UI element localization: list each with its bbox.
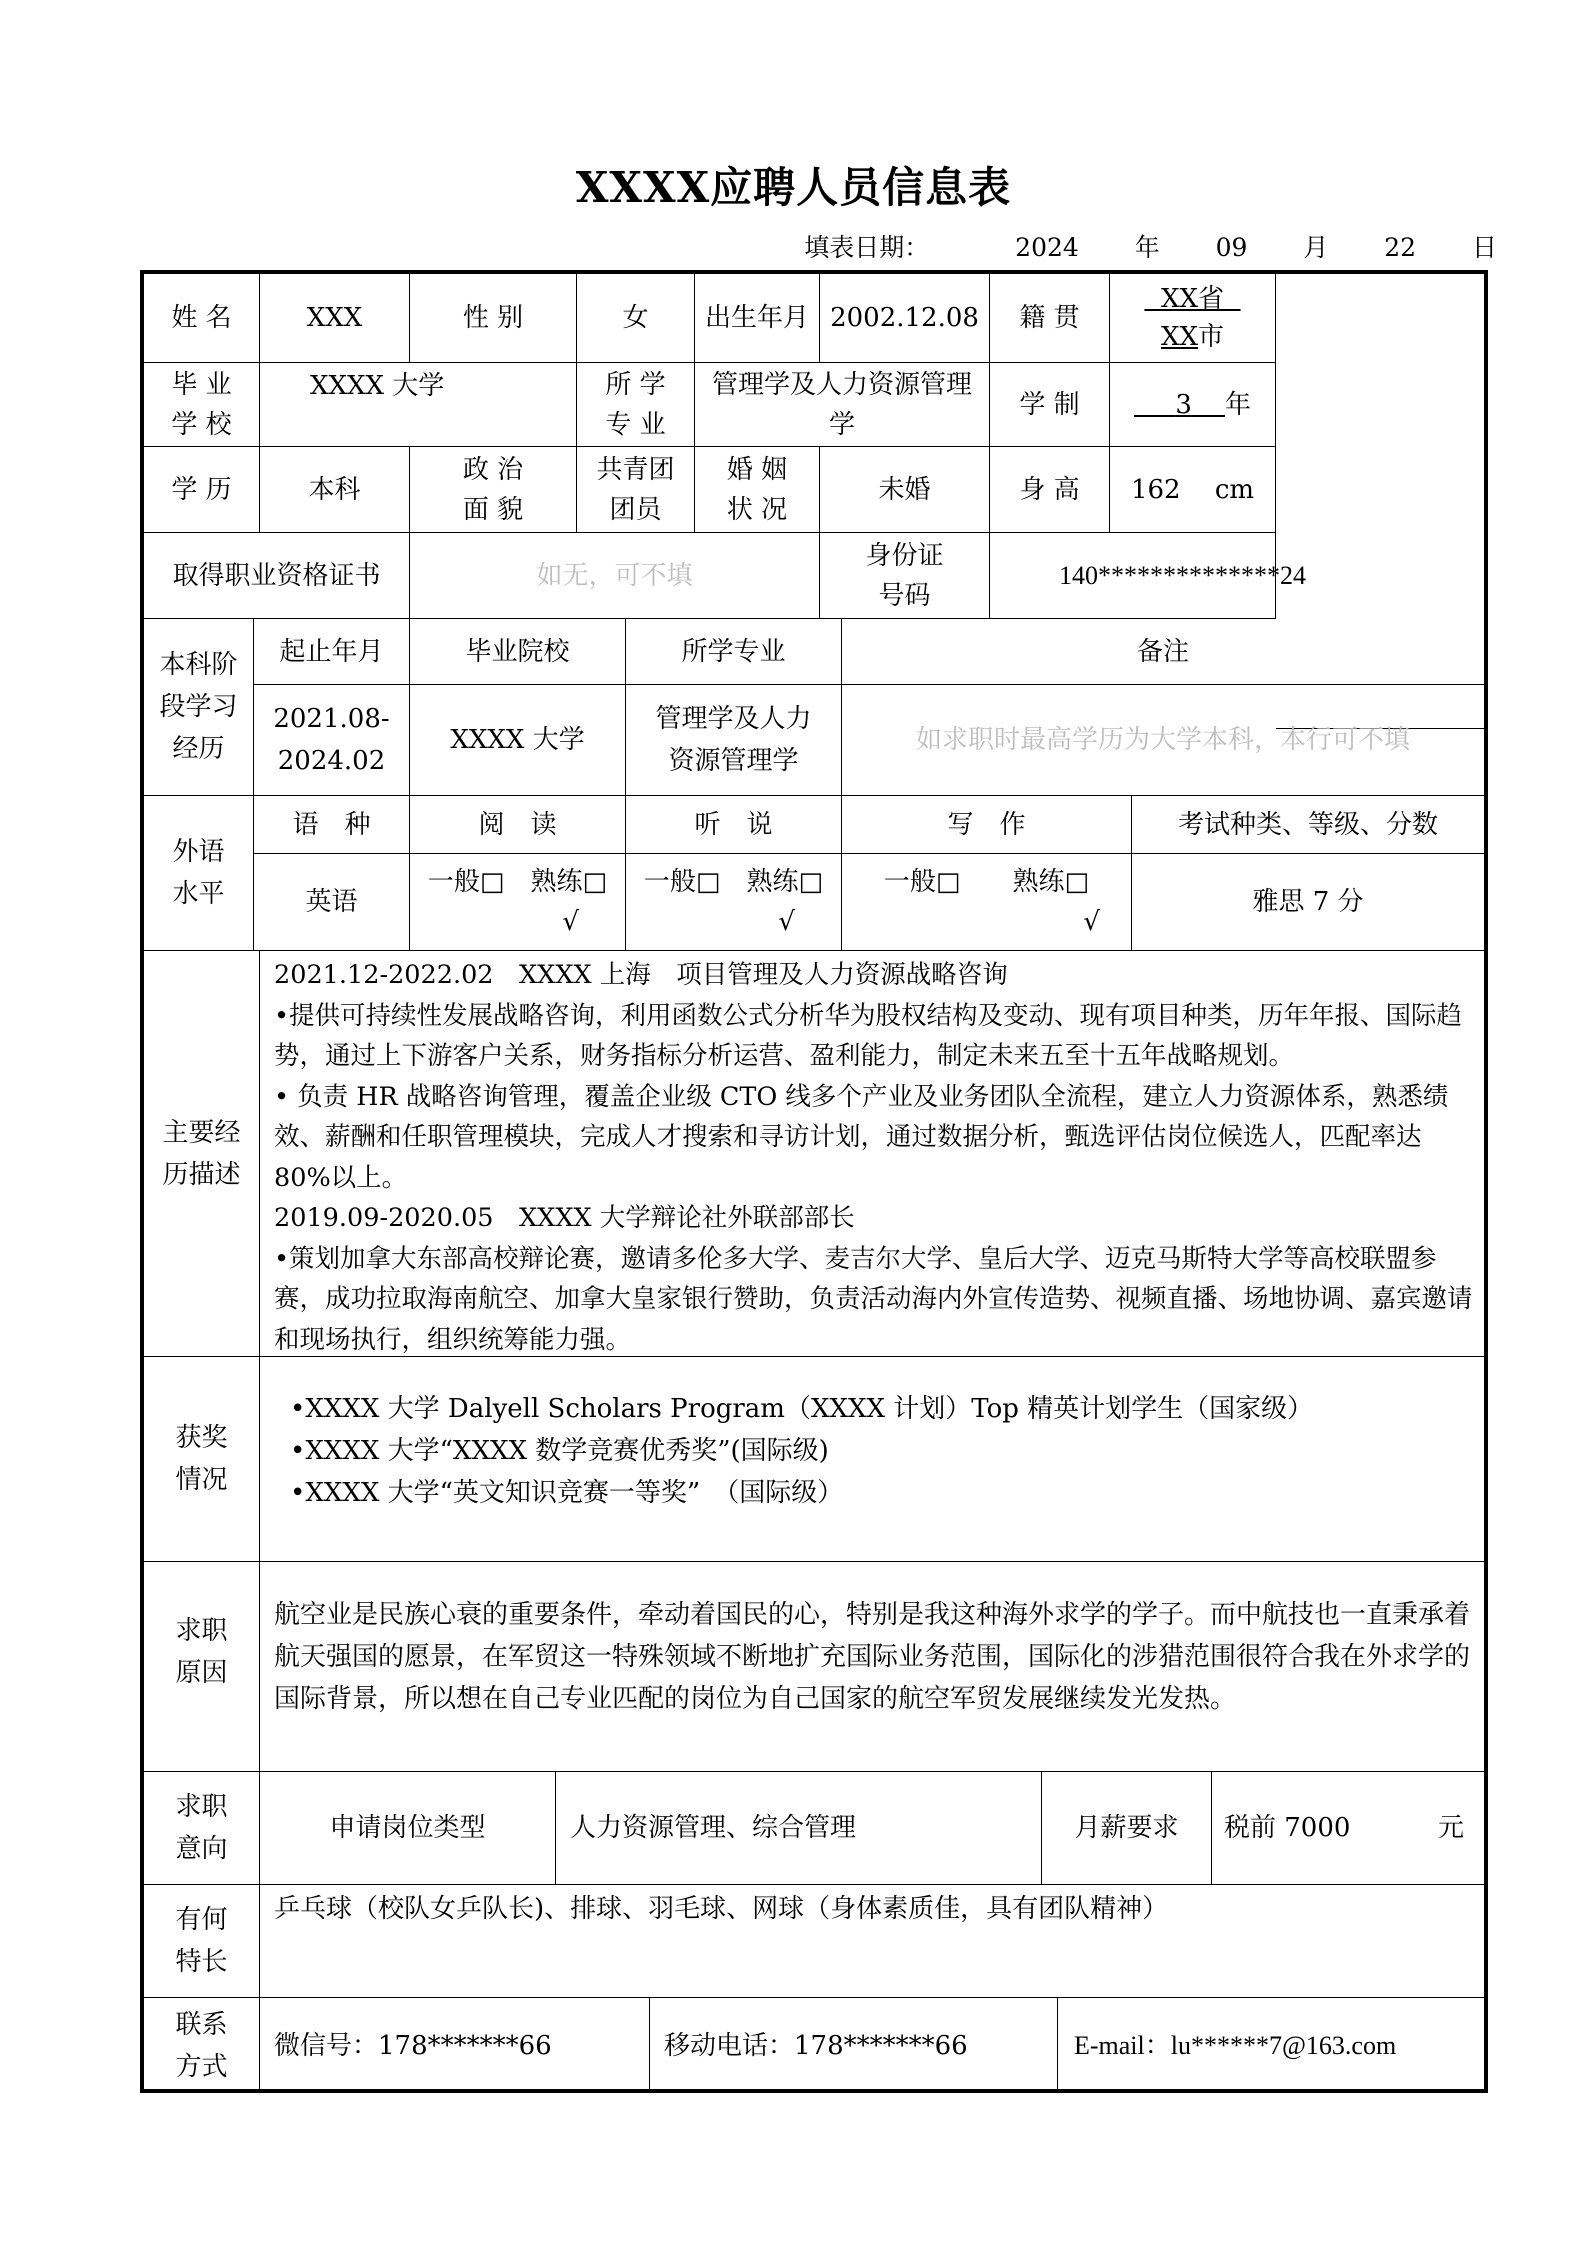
- fill-date-label: 填表日期：: [804, 233, 930, 262]
- exp-line-1: 2021.12-2022.02 XXXX 上海 项目管理及人力资源战略咨询: [274, 960, 1008, 990]
- lang-read-choice: [410, 854, 626, 951]
- marital-label: 婚 姻 状 况: [695, 447, 820, 533]
- reason-text: 航空业是民族心衰的重要条件，牵动着国民的心，特别是我这种海外求学的学子。而中航技也一直秉承着航天强国的愿景，在军贸这一特殊领域不断地扩充国际业务范围，国际化的涉猎范围很符合我在外求学的国际背景，所以想在自己专业匹配的岗位为自己国家的航空军贸发展继续发光发热。: [260, 1562, 1484, 1772]
- school-value: XXXX 大学: [260, 363, 577, 447]
- id-number: 140**************24: [1059, 560, 1306, 590]
- name-value: XXX: [260, 274, 410, 363]
- duration-label: 学 制: [990, 363, 1110, 447]
- gender-label: 性 别: [410, 274, 577, 363]
- listen-check-icon: √: [778, 907, 795, 937]
- political-label: 政 治 面 貌: [410, 447, 577, 533]
- lang-listen-choice: [626, 854, 842, 951]
- page-title: XXXX应聘人员信息表: [575, 163, 1012, 212]
- salary-label: 月薪要求: [1042, 1772, 1212, 1885]
- lang-header-listen: 听 说: [626, 796, 842, 854]
- exp-line-5: •策划加拿大东部高校辩论赛，邀请多伦多大学、麦吉尔大学、皇后大学、迈克马斯特大学等高校联盟参赛，成功拉取海南航空、加拿大皇家银行赞助，负责活动海内外宣传造势、视频直播、场地协调、嘉宾邀请和现场执行，组织统筹能力强。: [274, 1243, 1473, 1355]
- native-value: [1110, 274, 1276, 363]
- marital-value: 未婚: [820, 447, 990, 533]
- exp-line-2: •提供可持续性发展战略咨询，利用函数公式分析华为股权结构及变动、现有项目种类，历年年报、国际趋势，通过上下游客户关系，财务指标分析运营、盈利能力，制定未来五至十五年战略规划。: [274, 1000, 1463, 1071]
- city-value: XX: [1160, 322, 1198, 352]
- read-check-icon: √: [562, 907, 579, 937]
- edu-period: 2021.08-2024.02: [254, 685, 410, 796]
- language-label: 外语水平: [144, 796, 254, 951]
- award-item-3: •XXXX 大学“英文知识竞赛一等奖” （国际级）: [290, 1478, 844, 1508]
- edu-header-school: 毕业院校: [410, 619, 626, 685]
- lang-header-exam: 考试种类、等级、分数: [1132, 796, 1484, 854]
- cert-placeholder: 如无，可不填: [410, 533, 820, 619]
- specialty-text: 乒乓球（校队女乒队长)、排球、羽毛球、网球（身体素质佳，具有团队精神）: [260, 1885, 1484, 1998]
- listen-options: 一般□ 熟练□: [643, 867, 824, 897]
- specialty-label: 有何特长: [144, 1885, 260, 1998]
- edu-header-period: 起止年月: [254, 619, 410, 685]
- exp-line-4: 2019.09-2020.05 XXXX 大学辩论社外联部部长: [274, 1203, 855, 1233]
- awards-label: 获奖情况: [144, 1357, 260, 1562]
- intent-label: 求职意向: [144, 1772, 260, 1885]
- degree-value: 本科: [260, 447, 410, 533]
- write-check-icon: √: [1083, 907, 1100, 937]
- degree-label: 学 历: [144, 447, 260, 533]
- edu-header-major: 所学专业: [626, 619, 842, 685]
- edu-header-note: 备注: [842, 619, 1484, 685]
- salary-amount: 税前 7000: [1224, 1813, 1351, 1843]
- intent-type-label: 申请岗位类型: [260, 1772, 556, 1885]
- lang-value: 英语: [254, 854, 410, 951]
- cert-label: 取得职业资格证书: [144, 533, 410, 619]
- contact-wechat: 微信号：178*******66: [260, 1998, 650, 2093]
- lang-header-write: 写 作: [842, 796, 1132, 854]
- fill-date-year: 2024: [1015, 233, 1079, 262]
- fill-date-month-unit: 月: [1303, 233, 1329, 262]
- political-value: 共青团团员: [577, 447, 695, 533]
- duration-number: 3: [1175, 389, 1192, 420]
- gender-value: 女: [577, 274, 695, 363]
- id-value: [990, 533, 1306, 619]
- duration-value: [1110, 363, 1276, 447]
- edu-major: 管理学及人力资源管理学: [626, 685, 842, 796]
- experience-label: 主要经历描述: [144, 951, 260, 1357]
- write-options: 一般□ 熟练□: [883, 867, 1090, 897]
- height-value: 162 cm: [1110, 447, 1276, 533]
- reason-label: 求职原因: [144, 1562, 260, 1772]
- major-value: 管理学及人力资源管理学: [695, 363, 990, 447]
- contact-email: E-mail：lu******7@163.com: [1074, 2030, 1397, 2060]
- intent-type-value: 人力资源管理、综合管理: [556, 1772, 1042, 1885]
- major-label: 所 学 专 业: [577, 363, 695, 447]
- name-label: 姓 名: [144, 274, 260, 363]
- school-label: 毕 业 学 校: [144, 363, 260, 447]
- education-label: 本科阶段学习经历: [144, 619, 254, 796]
- birth-label: 出生年月: [695, 274, 820, 363]
- fill-date-day: 22: [1384, 233, 1417, 262]
- birth-value: 2002.12.08: [820, 274, 990, 363]
- lang-write-choice: [842, 854, 1132, 951]
- fill-date-year-unit: 年: [1134, 233, 1160, 262]
- award-item-1: •XXXX 大学 Dalyell Scholars Program（XXXX 计划）Top 精英计划学生（国家级）: [290, 1394, 1314, 1424]
- edu-note-placeholder: 如求职时最高学历为大学本科，本行可不填: [842, 685, 1484, 796]
- award-item-2: •XXXX 大学“XXXX 数学竞赛优秀奖”(国际级): [290, 1436, 829, 1466]
- city-unit: 市: [1198, 322, 1225, 352]
- lang-exam-value: 雅思 7 分: [1132, 854, 1484, 951]
- province-unit: 省: [1198, 284, 1225, 314]
- salary-value: [1212, 1772, 1484, 1885]
- info-form-table: [140, 270, 1488, 2093]
- fill-date: [804, 228, 1497, 264]
- edu-school: XXXX 大学: [410, 685, 626, 796]
- awards-content: [260, 1357, 1484, 1562]
- fill-date-day-unit: 日: [1471, 233, 1497, 262]
- native-label: 籍 贯: [990, 274, 1110, 363]
- lang-header-read: 阅 读: [410, 796, 626, 854]
- experience-content: [260, 951, 1484, 1357]
- fill-date-month: 09: [1215, 233, 1248, 262]
- province-value: XX: [1160, 284, 1198, 314]
- salary-unit: 元: [1437, 1813, 1464, 1843]
- exp-line-3: • 负责 HR 战略咨询管理，覆盖企业级 CTO 线多个产业及业务团队全流程，建立人力资源体系，熟悉绩效、薪酬和任职管理模块，完成人才搜索和寻访计划，通过数据分析，甄选评估岗位候选人，匹配率达 80%以上。: [274, 1081, 1449, 1193]
- id-label: 身份证号码: [820, 533, 990, 619]
- duration-unit: 年: [1224, 389, 1251, 420]
- read-options: 一般□ 熟练□: [427, 867, 608, 897]
- lang-header-kind: 语 种: [254, 796, 410, 854]
- contact-label: 联系方式: [144, 1998, 260, 2093]
- contact-mobile: 移动电话：178*******66: [650, 1998, 1058, 2093]
- height-label: 身 高: [990, 447, 1110, 533]
